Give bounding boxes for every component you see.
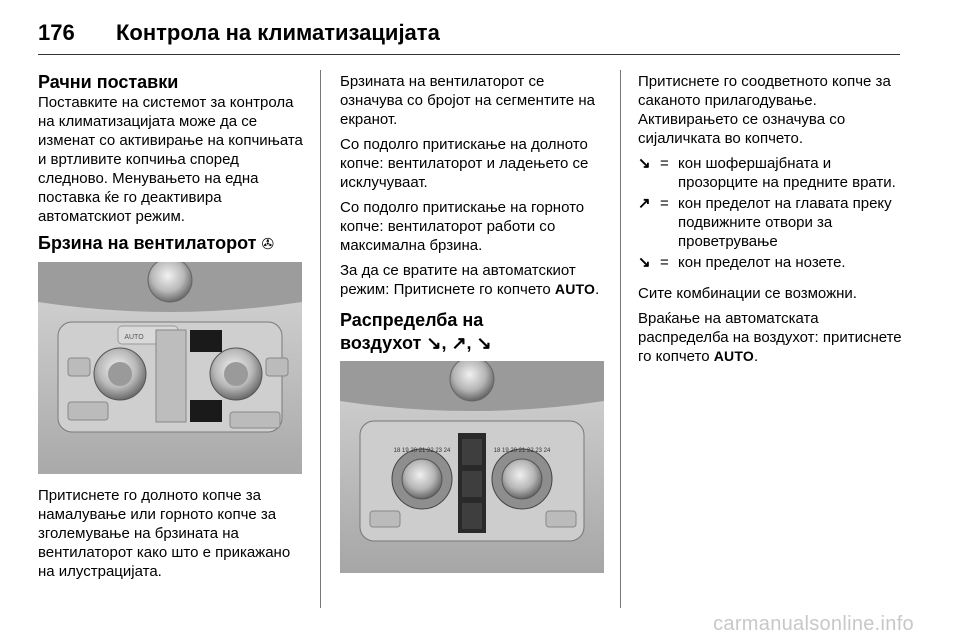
column-divider <box>620 70 621 608</box>
definition-text: кон пределот на главата преку подвижните отвори за проветрување <box>678 195 892 250</box>
page-number: 176 <box>38 20 75 45</box>
para-return-auto-text: За да се вратите на автоматскиот режим: Притиснете го копчето <box>340 262 576 298</box>
equals-sign: = <box>660 195 669 212</box>
footwell-airflow-icon: ↘ <box>638 254 651 271</box>
climate-panel-photo-fan <box>38 262 302 474</box>
heading-fan-speed <box>38 232 306 256</box>
para-long-press-lower: Со подолго притискање на долното копче: вентилаторот и ладењето се исклучуваат. <box>340 136 589 191</box>
heading-air-distribution-text: Распределба на <box>340 310 484 330</box>
column-divider <box>320 70 321 608</box>
definition-list <box>638 154 902 272</box>
column-3 <box>638 72 902 372</box>
definition-text: кон шофершајбната и прозорците на предните врати. <box>678 155 896 191</box>
temperature-scale-right: 18 19 20 21 22 23 24 <box>493 448 551 454</box>
equals-sign: = <box>660 155 669 172</box>
page-title: Контрола на климатизацијата <box>116 20 440 45</box>
heading-air-distribution <box>340 309 606 355</box>
fan-icon: ✇ <box>261 236 275 253</box>
para-manual-settings: Поставките на системот за контрола на климатизацијата може да се изменат со активирање на копчињата и вртливите копчиња според следново. Менувањето на една поставка ќе го деактивира автоматскиот режим. <box>38 94 303 225</box>
para-long-press-upper: Со подолго притискање на горното копче: вентилаторот работи со максимална брзина. <box>340 199 585 254</box>
definition-row <box>638 253 902 272</box>
para-return-automatic-distribution <box>638 309 902 366</box>
para-fan-speed-indicated: Брзината на вентилаторот се означува со бројот на сегментите на екранот. <box>340 73 595 128</box>
heading-air-distribution-text-2: воздухот <box>340 333 422 353</box>
climate-panel-photo-distribution <box>340 361 604 573</box>
auto-button-label: AUTO <box>554 281 596 297</box>
definition-row <box>638 154 902 192</box>
definition-row <box>638 194 902 251</box>
air-distribution-icons: ↘, ↗, ↘ <box>426 333 492 353</box>
heading-manual-settings: Рачни поставки <box>38 72 179 92</box>
para-return-auto <box>340 261 606 299</box>
para-fan-buttons: Притиснете го долното копче за намалување или горното копче за зголемување на брзината на вентилаторот како што е прикажано на илустрацијата. <box>38 487 291 580</box>
head-airflow-icon: ↗ <box>638 195 651 212</box>
equals-sign: = <box>660 254 669 271</box>
para-return-distribution-suffix: . <box>753 348 759 365</box>
auto-label-photo: AUTO <box>124 334 144 341</box>
column-1 <box>38 72 306 587</box>
definition-text: кон пределот на нозете. <box>678 254 846 271</box>
windscreen-airflow-icon: ↘ <box>638 155 651 172</box>
column-2 <box>340 72 606 585</box>
para-return-distribution-text: Враќање на автоматската распределба на воздухот: притиснете го копчето <box>638 310 902 365</box>
heading-fan-speed-text: Брзина на вентилаторот <box>38 233 257 253</box>
para-combinations: Сите комбинации се возможни. <box>638 285 857 302</box>
watermark: carmanualsonline.info <box>713 613 914 635</box>
auto-button-label: AUTO <box>713 348 754 364</box>
temperature-scale-left: 18 19 20 21 22 23 24 <box>393 448 451 454</box>
para-return-auto-suffix: . <box>595 281 600 298</box>
page-header <box>38 14 900 55</box>
para-press-button: Притиснете го соодветното копче за саканото прилагодување. Активирањето се означува со сијаличката во копчето. <box>638 73 891 147</box>
